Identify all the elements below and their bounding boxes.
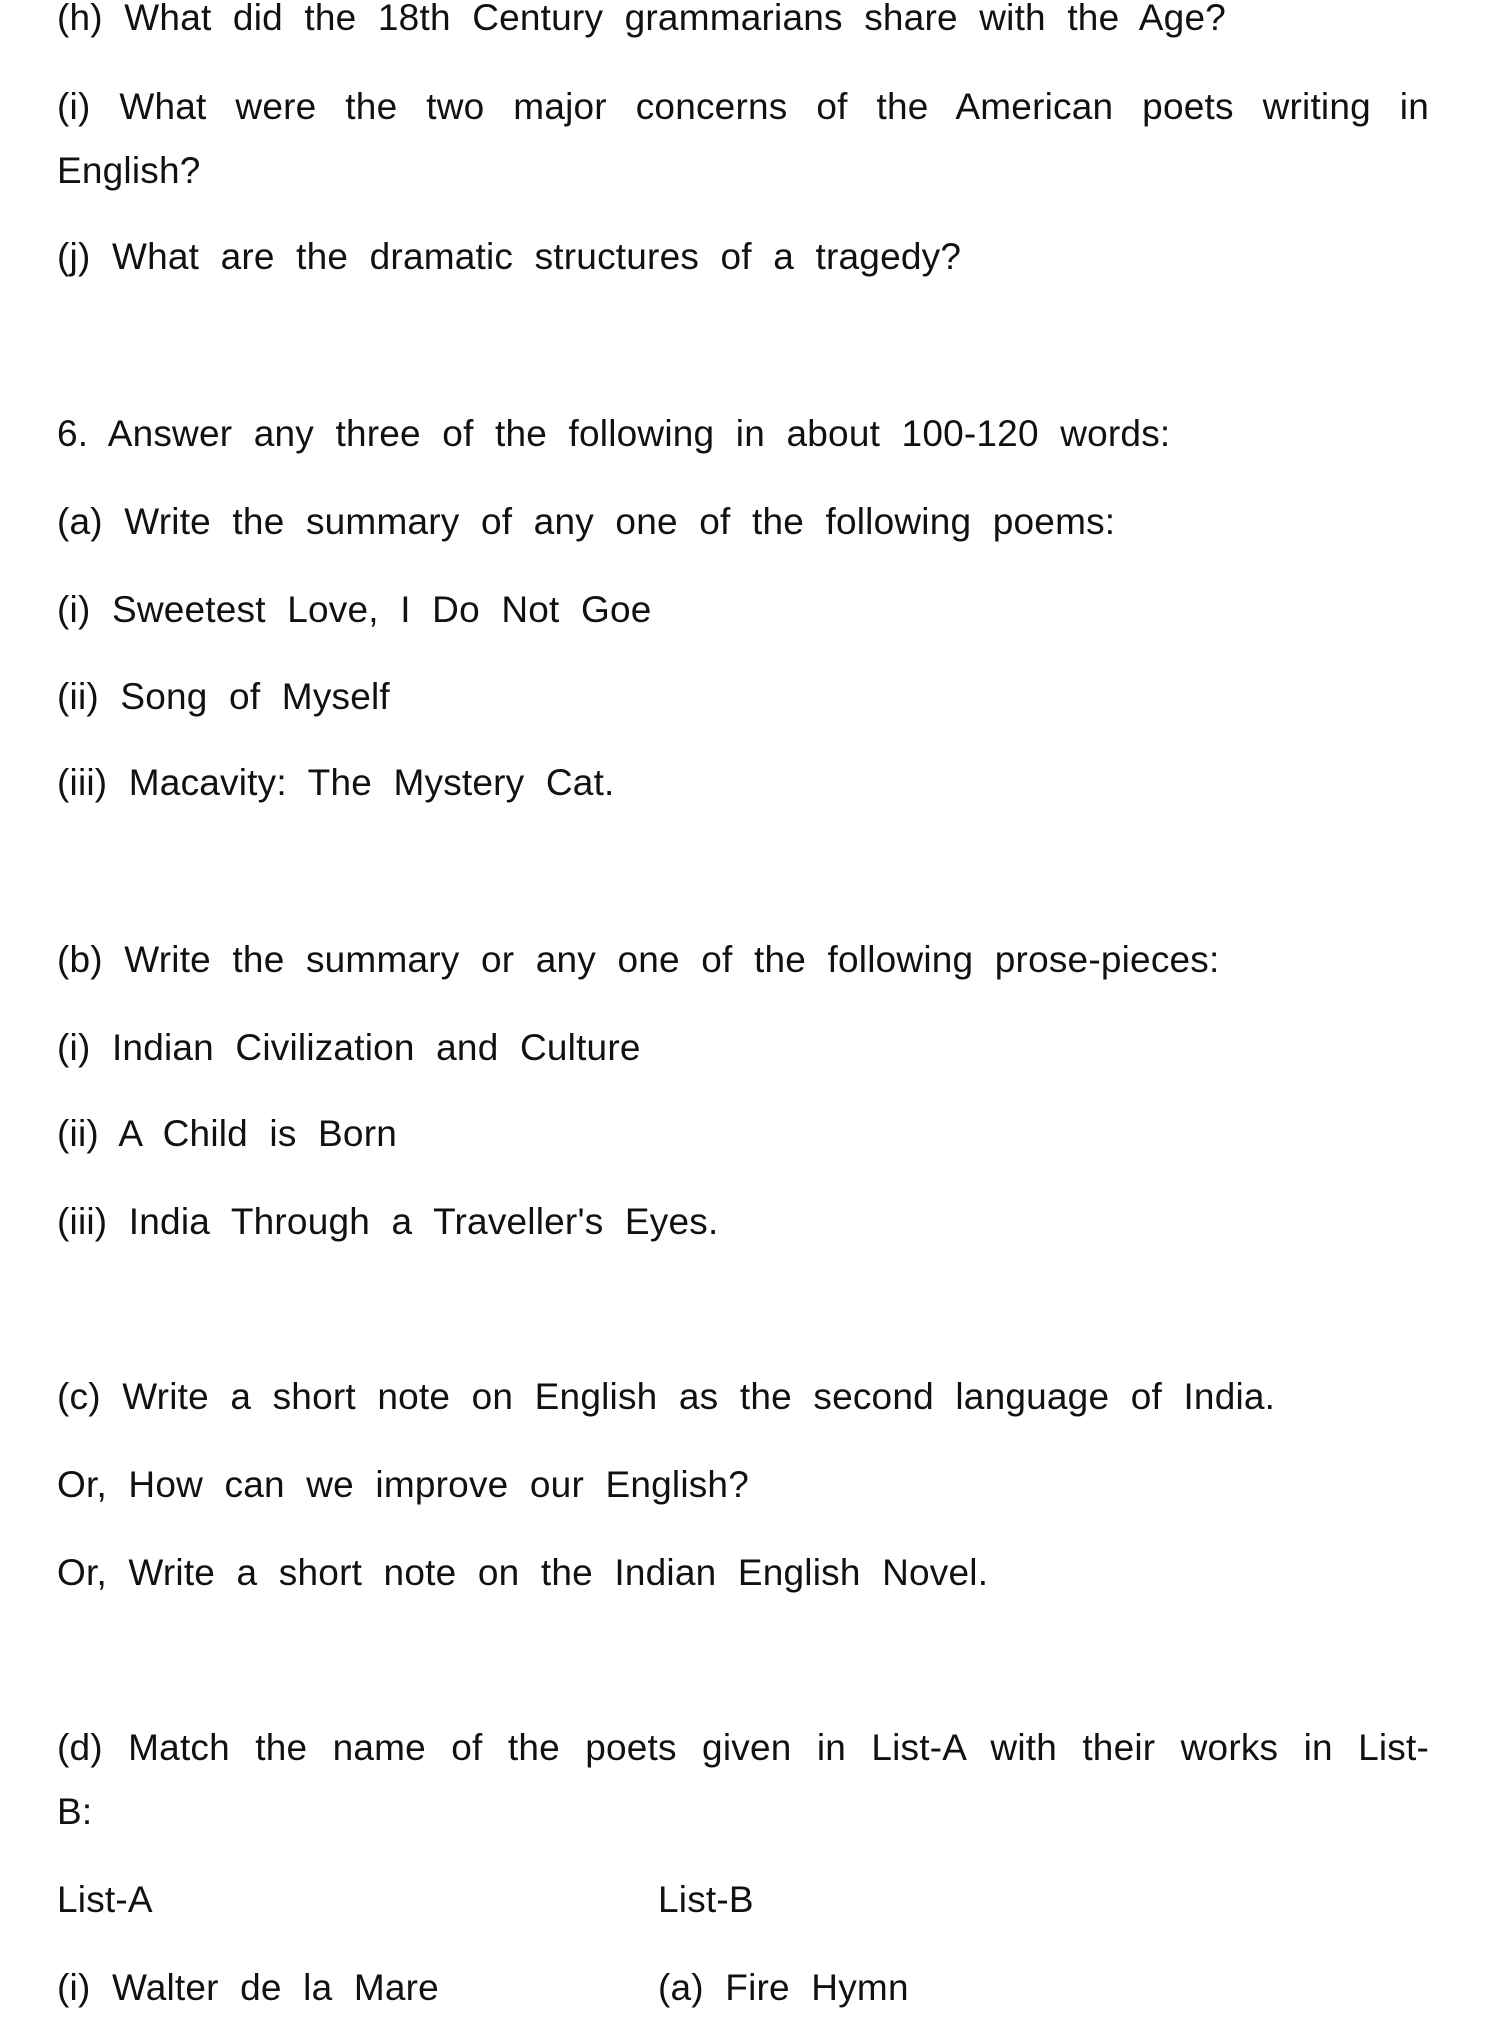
part-c-alternative-1: Or, How can we improve our English? xyxy=(57,1464,749,1505)
part-b-option-i: (i) Indian Civilization and Culture xyxy=(57,1027,641,1068)
part-d-prompt-line1: (d) Match the name of the poets given in List-A with their works in List- xyxy=(57,1727,1429,1768)
question-j: (j) What are the dramatic structures of a tragedy? xyxy=(57,236,962,277)
part-c-prompt: (c) Write a short note on English as the second language of India. xyxy=(57,1376,1276,1417)
part-d-prompt-line2: B: xyxy=(57,1791,93,1832)
question-i-line2: English? xyxy=(57,150,201,191)
list-b-header: List-B xyxy=(658,1879,754,1920)
part-b-option-iii: (iii) India Through a Traveller's Eyes. xyxy=(57,1201,719,1242)
list-a-item-i: (i) Walter de la Mare xyxy=(57,1967,439,2008)
part-a-option-iii: (iii) Macavity: The Mystery Cat. xyxy=(57,762,615,803)
part-b-option-ii: (ii) A Child is Born xyxy=(57,1113,397,1154)
list-a-header: List-A xyxy=(57,1879,153,1920)
section-6-heading: 6. Answer any three of the following in about 100-120 words: xyxy=(57,413,1171,454)
part-a-option-ii: (ii) Song of Myself xyxy=(57,676,390,717)
list-b-item-a: (a) Fire Hymn xyxy=(658,1967,909,2008)
part-b-prompt: (b) Write the summary or any one of the following prose-pieces: xyxy=(57,939,1220,980)
question-h: (h) What did the 18th Century grammarians share with the Age? xyxy=(57,0,1227,38)
question-i-line1: (i) What were the two major concerns of the American poets writing in xyxy=(57,86,1429,127)
part-a-option-i: (i) Sweetest Love, I Do Not Goe xyxy=(57,589,652,630)
part-a-prompt: (a) Write the summary of any one of the following poems: xyxy=(57,501,1116,542)
part-c-alternative-2: Or, Write a short note on the Indian English Novel. xyxy=(57,1552,989,1593)
